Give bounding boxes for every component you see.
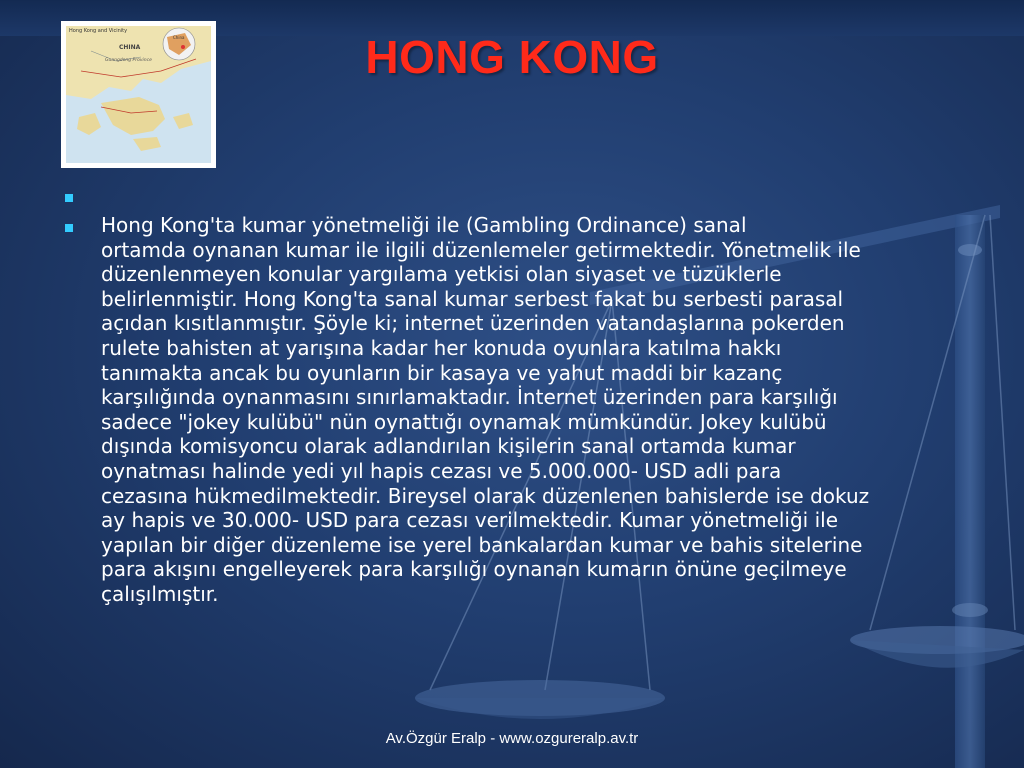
map-inset-label: China [173,35,185,40]
empty-bullet-marker [65,194,73,202]
footer-credit: Av.Özgür Eralp - www.ozgureralp.av.tr [385,730,639,747]
map-drawing [61,21,216,168]
map-heading: Hong Kong and Vicinity [69,28,128,34]
body-paragraph: Hong Kong'ta kumar yönetmeliği ile (Gambling Ordinance) sanal ortamda oynanan kumar ile ilgili düzenlemeler getirmektedir. Yönetmelik ile düzenlenmeyen konular yargılama yetkisi olan siyaset ve tüzüklerle belirlenmiştir. Hong Kong'ta sanal kumar serbest fakat bu serbesti parasal açıdan kısıtlanmıştır. Şöyle ki; internet üzerinden vatandaşlarına pokerden rulete bahisten at yarışına kadar her konuda oyunlara katılma hakkı tanımakta ancak bu oyunların bir kasaya ve yahut maddi bir kazanç karşılığında oynanmasını sınırlamaktadır. İnternet üzerinden para karşılığı sadece "jokey kulübü" nün oynattığı oynamak mümkündür. Jokey kulübü dışında komisyoncu olarak adlandırılan kişilerin sanal ortamda kumar oynatması halinde yedi yıl hapis cezası ve 5.000.000- USD adli para cezasına hükmedilmektedir. Bireysel olarak düzenlenen bahislerde ise dokuz ay hapis ve 30.000- USD para cezası verilmektedir. Kumar yönetmeliği ile yapılan bir diğer düzenleme ise yerel bankalardan kumar ve bahis sitelerine para akışını engelleyerek para karşılığı oynanan kumarın önüne geçilmeye çalışılmıştır. [101,213,870,606]
map-country-label: CHINA [119,44,141,51]
map-province-label: Guangdong Province [105,58,152,63]
slide-title: HONG KONG [365,31,659,83]
hong-kong-map-image [61,21,216,168]
body-bullet-marker [65,224,73,232]
